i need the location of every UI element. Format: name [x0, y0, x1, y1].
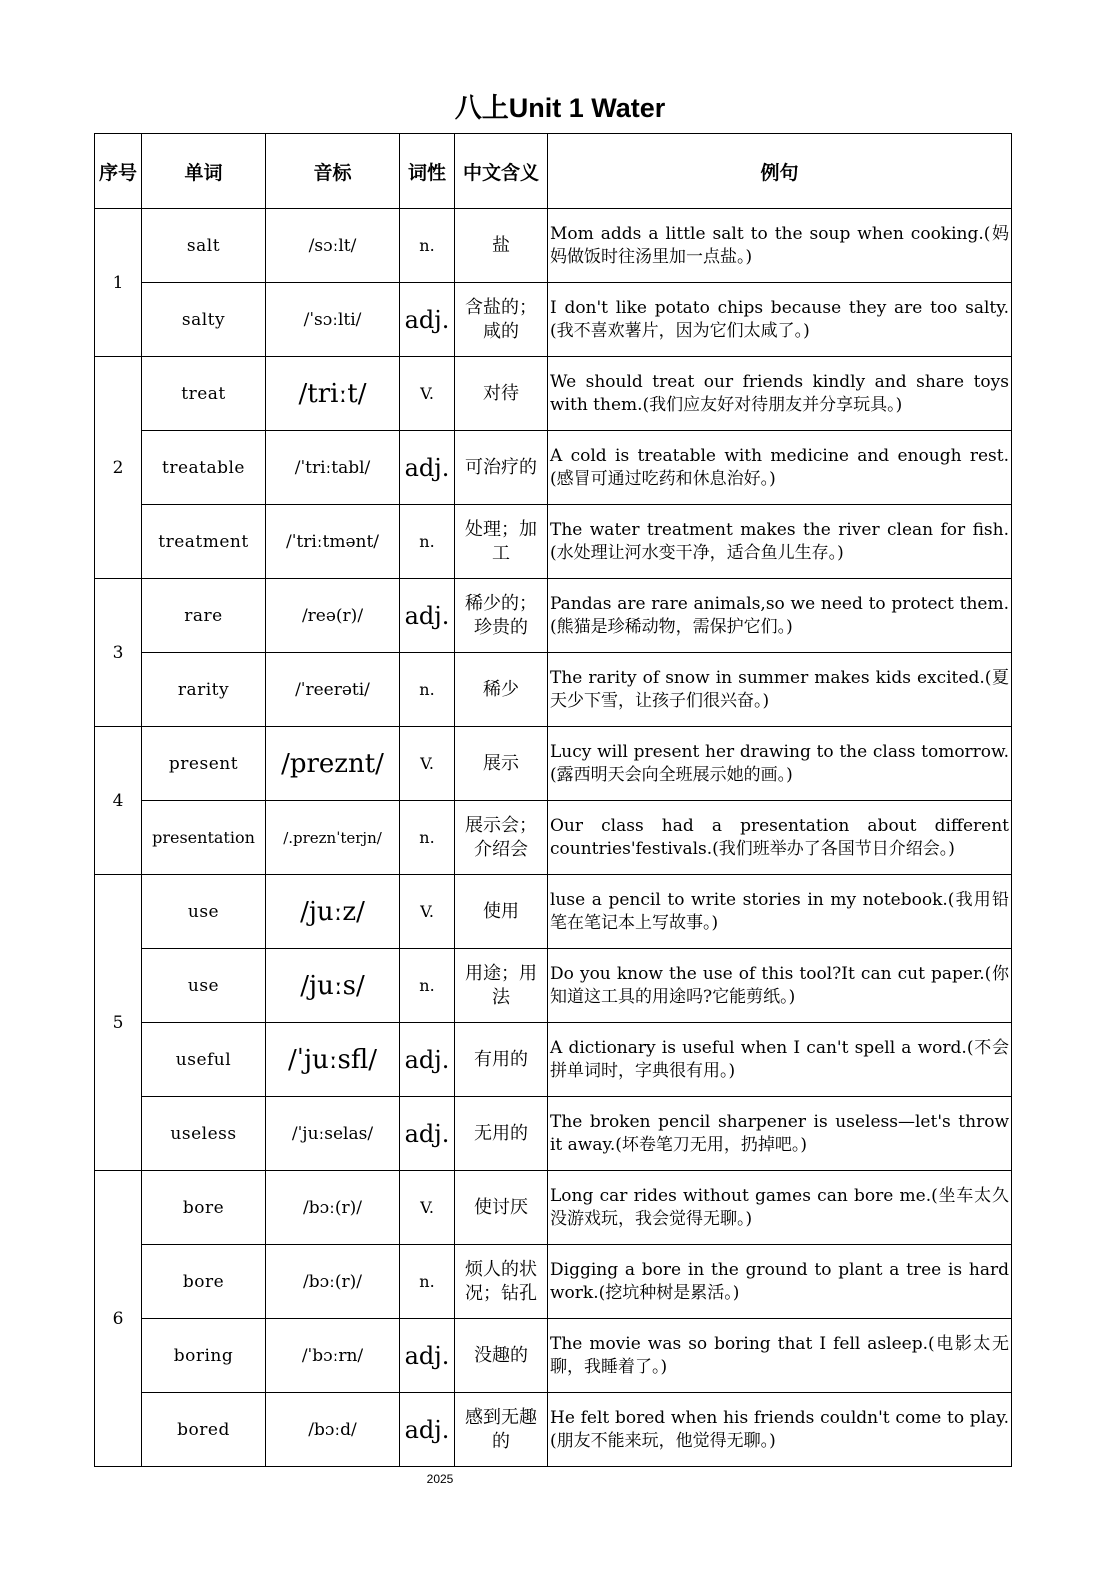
table-row	[95, 505, 1012, 579]
pos-cell: n.	[400, 949, 455, 1023]
pos-cell: V.	[400, 875, 455, 949]
phonetic-cell: /sɔːlt/	[266, 209, 400, 283]
example-cell: Long car rides without games can bore me.(坐车太久没游戏玩，我会觉得无聊。)	[548, 1171, 1012, 1245]
table-row	[95, 357, 1012, 431]
phonetic-cell: /ˈtriːtabl/	[266, 431, 400, 505]
table-row	[95, 283, 1012, 357]
phonetic-cell: /reə(r)/	[266, 579, 400, 653]
phonetic-cell: /ˈjuːselas/	[266, 1097, 400, 1171]
pos-cell: adj.	[400, 1097, 455, 1171]
meaning-cell: 感到无趣的	[455, 1393, 548, 1467]
header-number: 序号	[95, 134, 142, 209]
group-number: 3	[95, 579, 142, 727]
footer-year: 2025	[426, 1472, 454, 1486]
pos-cell: adj.	[400, 1319, 455, 1393]
phonetic-cell: /bɔːd/	[266, 1393, 400, 1467]
pos-cell: n.	[400, 505, 455, 579]
phonetic-cell: /preznt/	[266, 727, 400, 801]
group-number: 6	[95, 1171, 142, 1467]
pos-cell: V.	[400, 727, 455, 801]
phonetic-cell: /ˈtriːtmənt/	[266, 505, 400, 579]
pos-cell: n.	[400, 801, 455, 875]
meaning-cell: 展示	[455, 727, 548, 801]
table-row	[95, 949, 1012, 1023]
example-cell: Mom adds a little salt to the soup when cooking.(妈妈做饭时往汤里加一点盐。)	[548, 209, 1012, 283]
pos-cell: V.	[400, 1171, 455, 1245]
example-cell: Our class had a presentation about different countries'festivals.(我们班举办了各国节日介绍会。)	[548, 801, 1012, 875]
pos-cell: n.	[400, 1245, 455, 1319]
table-row	[95, 209, 1012, 283]
table-row	[95, 1393, 1012, 1467]
meaning-cell: 展示会；介绍会	[455, 801, 548, 875]
vocabulary-table	[94, 133, 1012, 1467]
phonetic-cell: /ˈbɔːrn/	[266, 1319, 400, 1393]
example-cell: A cold is treatable with medicine and enough rest.(感冒可通过吃药和休息治好。)	[548, 431, 1012, 505]
example-cell: The rarity of snow in summer makes kids excited.(夏天少下雪，让孩子们很兴奋。)	[548, 653, 1012, 727]
word-cell: useful	[142, 1023, 266, 1097]
meaning-cell: 有用的	[455, 1023, 548, 1097]
word-cell: use	[142, 949, 266, 1023]
example-cell: Lucy will present her drawing to the class tomorrow.(露西明天会向全班展示她的画。)	[548, 727, 1012, 801]
example-cell: He felt bored when his friends couldn't come to play.(朋友不能来玩，他觉得无聊。)	[548, 1393, 1012, 1467]
pos-cell: adj.	[400, 1023, 455, 1097]
table-row	[95, 1245, 1012, 1319]
word-cell: useless	[142, 1097, 266, 1171]
meaning-cell: 使讨厌	[455, 1171, 548, 1245]
meaning-cell: 烦人的状况；钻孔	[455, 1245, 548, 1319]
word-cell: treat	[142, 357, 266, 431]
example-cell: A dictionary is useful when I can't spell a word.(不会拼单词时，字典很有用。)	[548, 1023, 1012, 1097]
example-cell: luse a pencil to write stories in my notebook.(我用铅笔在笔记本上写故事。)	[548, 875, 1012, 949]
group-number: 5	[95, 875, 142, 1171]
example-cell: I don't like potato chips because they are too salty.(我不喜欢薯片，因为它们太咸了。)	[548, 283, 1012, 357]
phonetic-cell: /juːz/	[266, 875, 400, 949]
pos-cell: adj.	[400, 283, 455, 357]
header-example: 例句	[548, 134, 1012, 209]
table-row	[95, 1023, 1012, 1097]
example-cell: The water treatment makes the river clean for fish.(水处理让河水变干净，适合鱼儿生存。)	[548, 505, 1012, 579]
meaning-cell: 含盐的；咸的	[455, 283, 548, 357]
word-cell: bored	[142, 1393, 266, 1467]
phonetic-cell: /bɔː(r)/	[266, 1245, 400, 1319]
word-cell: boring	[142, 1319, 266, 1393]
table-row	[95, 1319, 1012, 1393]
meaning-cell: 对待	[455, 357, 548, 431]
word-cell: bore	[142, 1171, 266, 1245]
group-number: 1	[95, 209, 142, 357]
table-row	[95, 579, 1012, 653]
example-cell: We should treat our friends kindly and share toys with them.(我们应友好对待朋友并分享玩具。)	[548, 357, 1012, 431]
word-cell: treatment	[142, 505, 266, 579]
table-row	[95, 1171, 1012, 1245]
meaning-cell: 使用	[455, 875, 548, 949]
phonetic-cell: /.preznˈterjn/	[266, 801, 400, 875]
header-pos: 词性	[400, 134, 455, 209]
meaning-cell: 用途；用法	[455, 949, 548, 1023]
word-cell: presentation	[142, 801, 266, 875]
group-number: 4	[95, 727, 142, 875]
page-title: 八上Unit 1 Water	[454, 93, 666, 123]
meaning-cell: 没趣的	[455, 1319, 548, 1393]
meaning-cell: 盐	[455, 209, 548, 283]
example-cell: Pandas are rare animals,so we need to protect them.(熊猫是珍稀动物，需保护它们。)	[548, 579, 1012, 653]
word-cell: rare	[142, 579, 266, 653]
table-row	[95, 801, 1012, 875]
meaning-cell: 处理；加工	[455, 505, 548, 579]
word-cell: rarity	[142, 653, 266, 727]
table-row	[95, 653, 1012, 727]
phonetic-cell: /juːs/	[266, 949, 400, 1023]
example-cell: The broken pencil sharpener is useless—let's throw it away.(坏卷笔刀无用，扔掉吧。)	[548, 1097, 1012, 1171]
example-cell: Digging a bore in the ground to plant a tree is hard work.(挖坑种树是累活。)	[548, 1245, 1012, 1319]
table-row	[95, 431, 1012, 505]
word-cell: treatable	[142, 431, 266, 505]
phonetic-cell: /ˈsɔːlti/	[266, 283, 400, 357]
pos-cell: adj.	[400, 1393, 455, 1467]
word-cell: salt	[142, 209, 266, 283]
table-row	[95, 727, 1012, 801]
word-cell: present	[142, 727, 266, 801]
pos-cell: n.	[400, 209, 455, 283]
word-cell: use	[142, 875, 266, 949]
phonetic-cell: /triːt/	[266, 357, 400, 431]
pos-cell: adj.	[400, 579, 455, 653]
table-row	[95, 1097, 1012, 1171]
example-cell: The movie was so boring that I fell asleep.(电影太无聊，我睡着了。)	[548, 1319, 1012, 1393]
header-row	[95, 134, 1012, 209]
header-word: 单词	[142, 134, 266, 209]
meaning-cell: 无用的	[455, 1097, 548, 1171]
phonetic-cell: /bɔː(r)/	[266, 1171, 400, 1245]
pos-cell: adj.	[400, 431, 455, 505]
group-number: 2	[95, 357, 142, 579]
meaning-cell: 稀少	[455, 653, 548, 727]
header-meaning: 中文含义	[455, 134, 548, 209]
pos-cell: n.	[400, 653, 455, 727]
word-cell: salty	[142, 283, 266, 357]
phonetic-cell: /ˈreerəti/	[266, 653, 400, 727]
pos-cell: V.	[400, 357, 455, 431]
meaning-cell: 可治疗的	[455, 431, 548, 505]
table-row	[95, 875, 1012, 949]
phonetic-cell: /ˈjuːsfl/	[266, 1023, 400, 1097]
meaning-cell: 稀少的；珍贵的	[455, 579, 548, 653]
word-cell: bore	[142, 1245, 266, 1319]
example-cell: Do you know the use of this tool?It can cut paper.(你知道这工具的用途吗?它能剪纸。)	[548, 949, 1012, 1023]
header-phonetic: 音标	[266, 134, 400, 209]
